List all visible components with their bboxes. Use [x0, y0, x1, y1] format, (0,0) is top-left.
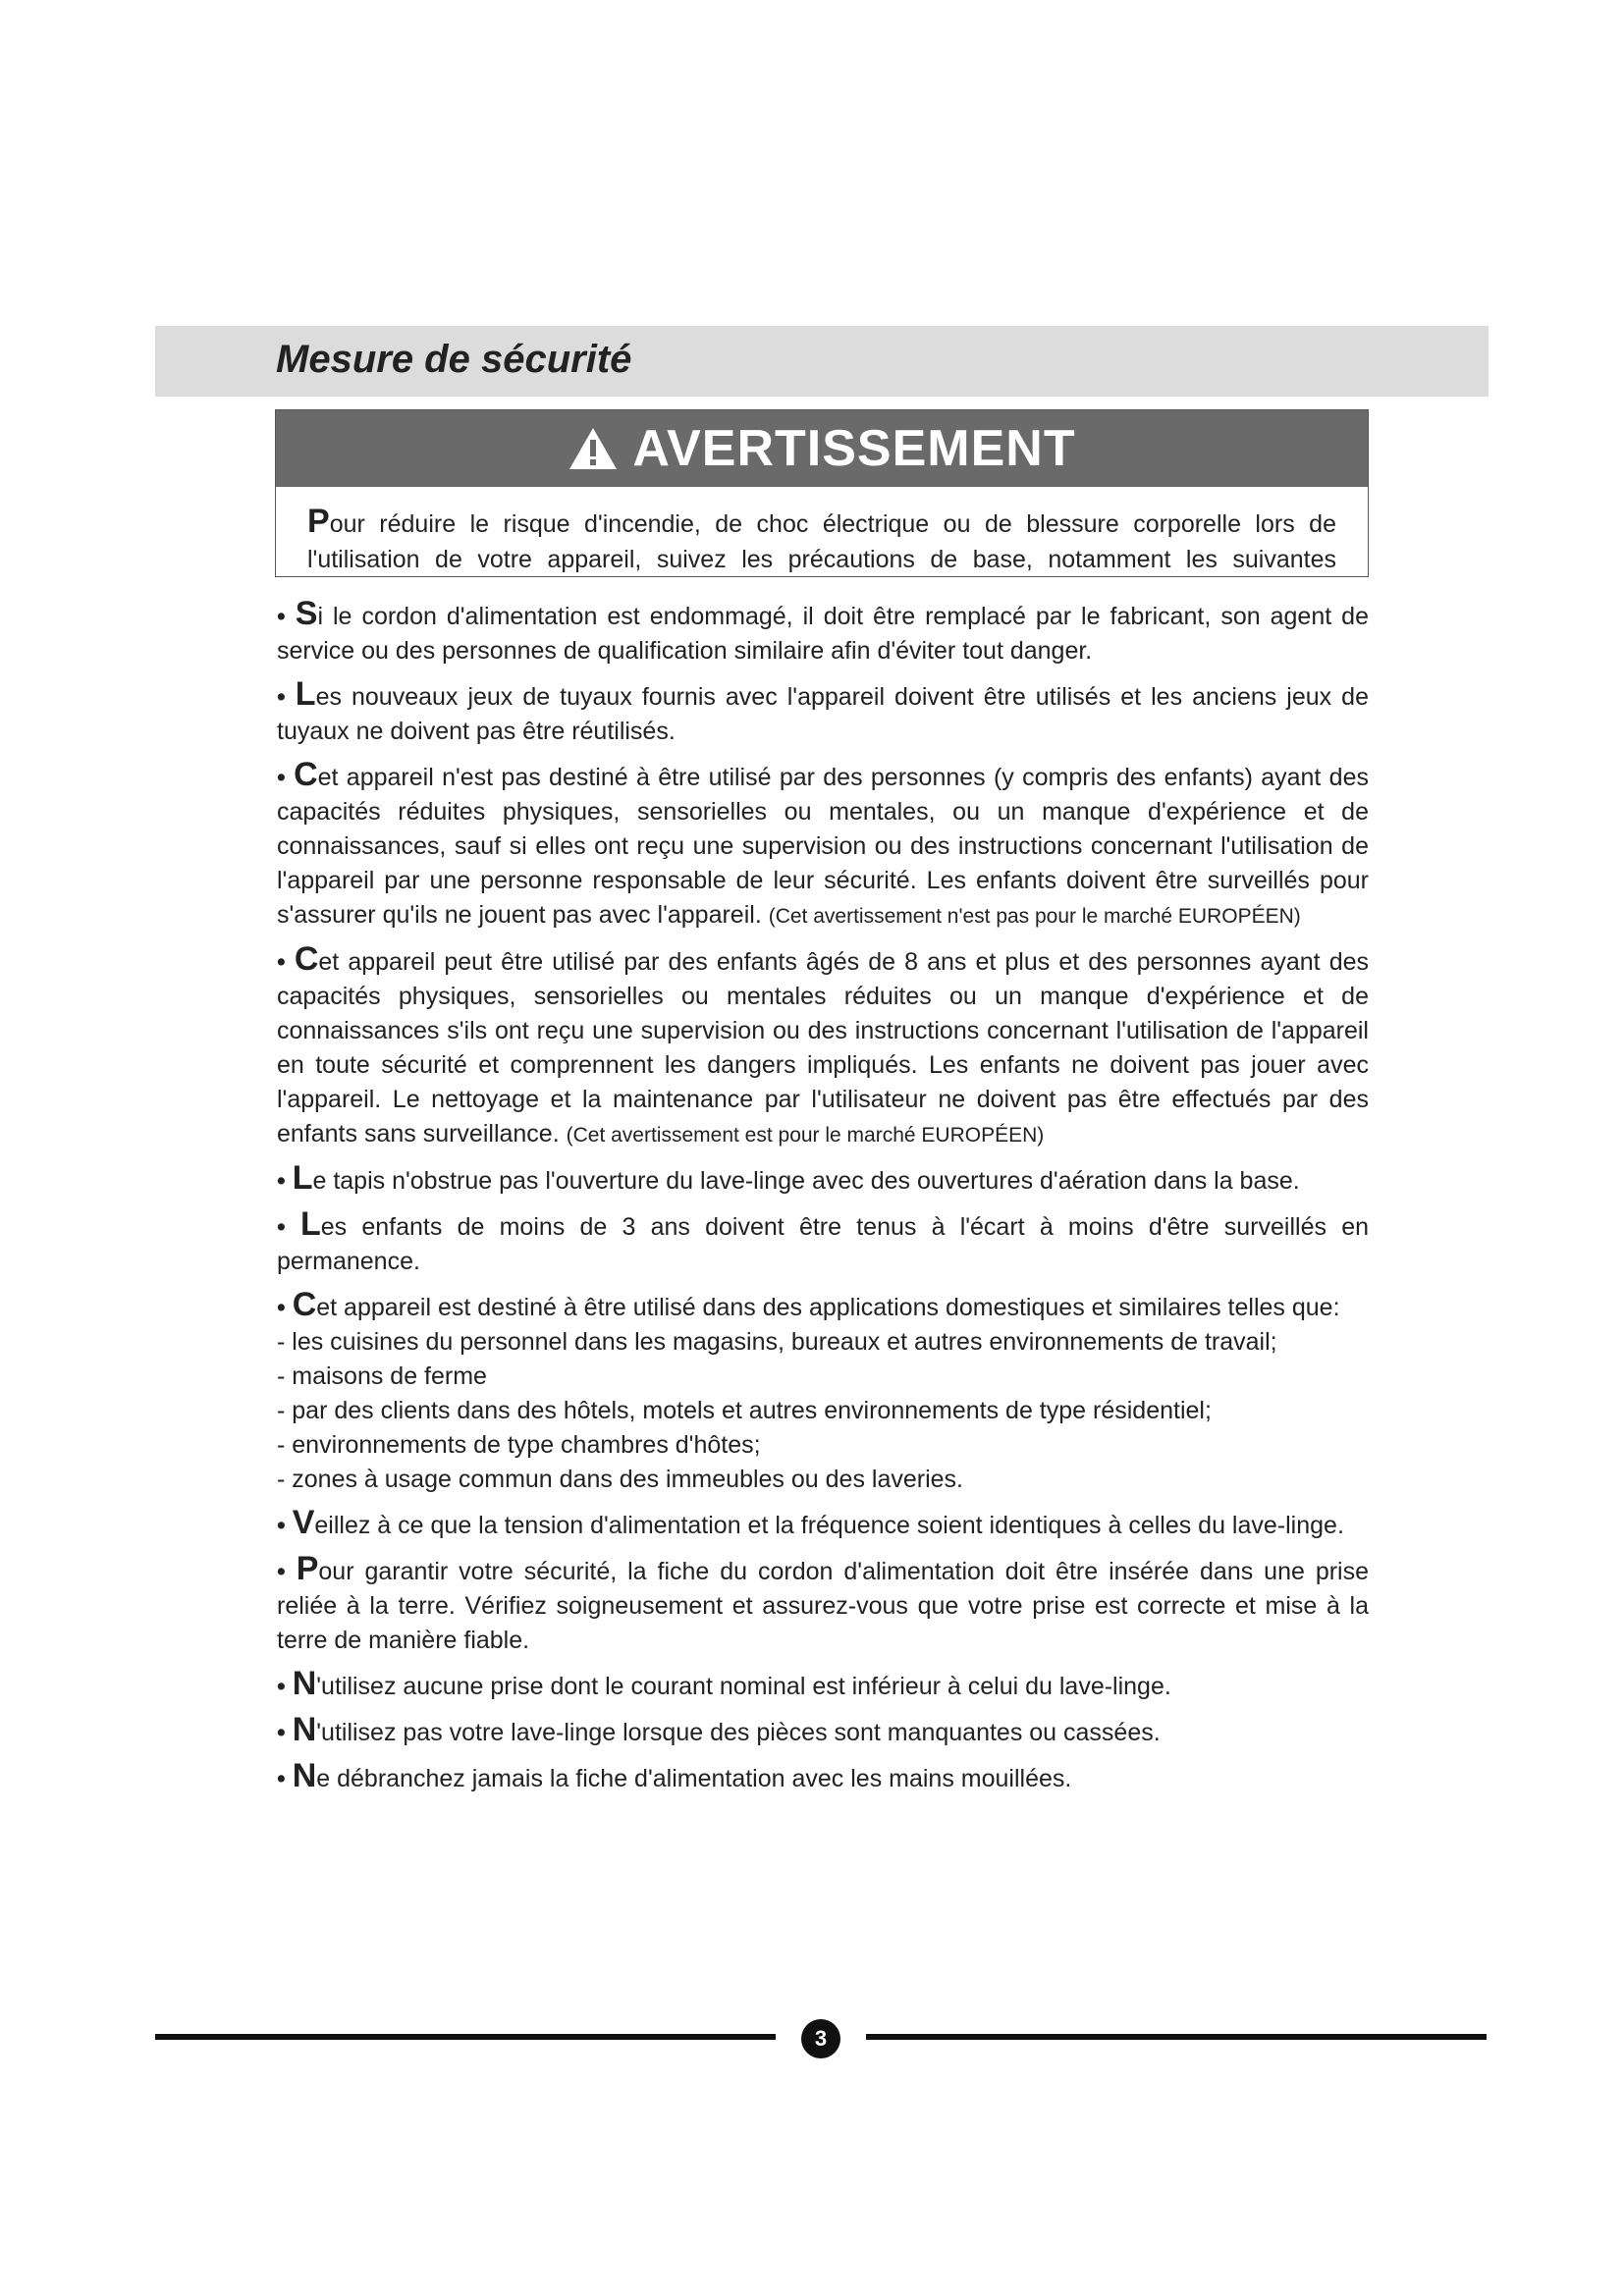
- bullet-icon: •: [277, 1558, 297, 1585]
- item-first-letter: L: [292, 1159, 313, 1197]
- item-text: es enfants de moins de 3 ans doivent être tenus à l'écart à moins d'être surveillés en permanence.: [277, 1213, 1369, 1275]
- safety-item: [277, 1288, 1369, 1325]
- safety-item: [277, 1713, 1369, 1750]
- safety-item: [277, 1207, 1369, 1279]
- bullet-icon: •: [277, 1213, 300, 1241]
- usage-list-item: - les cuisines du personnel dans les magasins, bureaux et autres environnements de travail;: [277, 1328, 1277, 1356]
- safety-item: [277, 1506, 1369, 1543]
- safety-list: [277, 597, 1369, 1805]
- bullet-icon: •: [277, 1719, 293, 1746]
- item-text: es nouveaux jeux de tuyaux fournis avec l'appareil doivent être utilisés et les anciens jeux de tuyaux ne doivent pas être réutilisés.: [277, 683, 1369, 745]
- item-first-letter: L: [295, 675, 316, 713]
- warning-box: [275, 409, 1369, 577]
- bullet-icon: •: [277, 1673, 293, 1700]
- safety-item: [277, 677, 1369, 749]
- item-text: et appareil peut être utilisé par des enfants âgés de 8 ans et plus et des personnes ayant des capacités physiques, sensorielles ou mentales réduites ou un manque d'expérience et de connaissances s'ils ont reçu une supervision ou des instructions concernant l'utilisation de l'appareil en toute sécurité et comprennent les dangers impliqués. Les enfants ne doivent pas jouer avec l'appareil. Le nettoyage et la maintenance par l'utilisateur ne doivent pas être effectués par des enfants sans surveillance.: [277, 948, 1369, 1148]
- bullet-icon: •: [277, 1512, 293, 1539]
- bullet-icon: •: [277, 1765, 293, 1792]
- bullet-icon: •: [277, 764, 295, 791]
- item-text: et appareil est destiné à être utilisé dans des applications domestiques et similaires telles que:: [316, 1294, 1340, 1321]
- bullet-icon: •: [277, 1294, 293, 1321]
- item-first-letter: V: [292, 1504, 315, 1541]
- item-text: eillez à ce que la tension d'alimentation et la fréquence soient identiques à celles du lave-linge.: [314, 1512, 1344, 1539]
- bullet-icon: •: [277, 948, 295, 976]
- usage-list-item: - par des clients dans des hôtels, motels et autres environnements de type résidentiel;: [277, 1397, 1212, 1424]
- item-first-letter: C: [294, 940, 319, 978]
- warning-text: [276, 487, 1368, 577]
- warning-title: AVERTISSEMENT: [632, 420, 1076, 477]
- safety-item: [277, 1161, 1369, 1199]
- bullet-icon: •: [277, 683, 296, 711]
- item-note: (Cet avertissement n'est pas pour le marché EUROPÉEN): [768, 905, 1301, 928]
- item-first-letter: P: [296, 1550, 319, 1587]
- safety-item: [277, 1667, 1369, 1704]
- footer-rule-left: [155, 2034, 776, 2040]
- safety-item: [277, 758, 1369, 934]
- item-text: our garantir votre sécurité, la fiche du cordon d'alimentation doit être insérée dans une prise reliée à la terre. Vérifiez soigneusement et assurez-vous que votre prise est correcte et mise à la terre de manière fiable.: [277, 1558, 1370, 1654]
- item-first-letter: S: [295, 595, 318, 632]
- warning-header: [276, 410, 1368, 487]
- item-text: 'utilisez pas votre lave-linge lorsque des pièces sont manquantes ou cassées.: [316, 1719, 1161, 1746]
- usage-list-item: - environnements de type chambres d'hôtes;: [277, 1431, 761, 1459]
- item-first-letter: N: [292, 1757, 317, 1794]
- item-first-letter: N: [292, 1711, 317, 1748]
- usage-list-item: - zones à usage commun dans des immeubles ou des laveries.: [277, 1466, 963, 1493]
- safety-item: [277, 597, 1369, 668]
- item-first-letter: N: [292, 1665, 317, 1702]
- section-header-bar: [155, 326, 1489, 397]
- section-title: Mesure de sécurité: [276, 338, 632, 381]
- warning-body: our réduire le risque d'incendie, de choc électrique ou de blessure corporelle lors de l'utilisation de votre appareil, suivez les précautions de base, notamment les suivantes: [307, 510, 1336, 573]
- usage-list-item: - maisons de ferme: [277, 1362, 487, 1390]
- item-note: (Cet avertissement est pour le marché EUROPÉEN): [566, 1124, 1045, 1147]
- warning-lead-letter: P: [307, 503, 330, 540]
- bullet-icon: •: [277, 603, 296, 630]
- item-text: e tapis n'obstrue pas l'ouverture du lave-linge avec des ouvertures d'aération dans la base.: [312, 1167, 1300, 1195]
- safety-item: [277, 1552, 1369, 1658]
- item-first-letter: C: [292, 1286, 317, 1323]
- safety-item: [277, 1759, 1369, 1796]
- safety-item: [277, 942, 1369, 1152]
- item-text: 'utilisez aucune prise dont le courant nominal est inférieur à celui du lave-linge.: [316, 1673, 1171, 1700]
- footer-rule-right: [866, 2034, 1487, 2040]
- warning-triangle-icon: [568, 426, 619, 471]
- item-first-letter: L: [299, 1205, 321, 1243]
- item-text: et appareil n'est pas destiné à être utilisé par des personnes (y compris des enfants) ayant des capacités réduites physiques, sensorielles ou mentales, ou un manque d'expérience et de connaissances, sauf si elles ont reçu une supervision ou des instructions concernant l'utilisation de l'appareil par une personne responsable de leur sécurité. Les enfants doivent être surveillés pour s'assurer qu'ils ne jouent pas avec l'appareil.: [277, 764, 1369, 929]
- bullet-icon: •: [277, 1167, 293, 1195]
- page-number: 3: [801, 2019, 840, 2058]
- item-first-letter: C: [294, 756, 318, 793]
- item-text: i le cordon d'alimentation est endommagé, il doit être remplacé par le fabricant, son agent de service ou des personnes de qualification similaire afin d'éviter tout danger.: [277, 603, 1369, 665]
- item-text: e débranchez jamais la fiche d'alimentation avec les mains mouillées.: [316, 1765, 1072, 1792]
